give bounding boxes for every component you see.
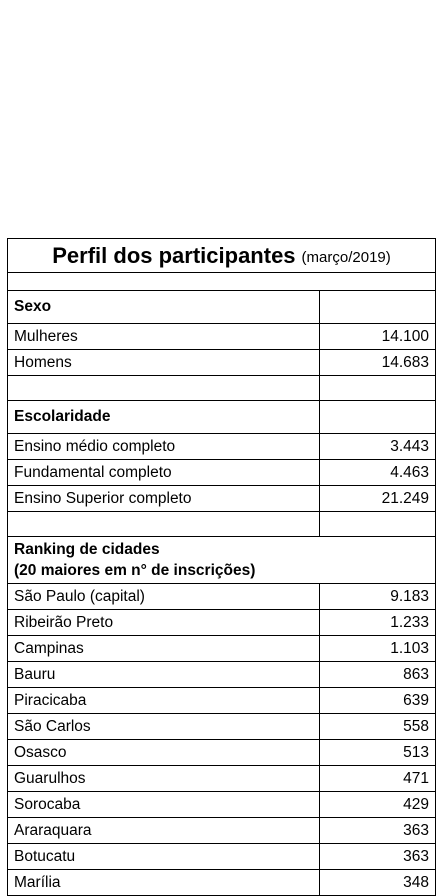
row-value: 14.100	[381, 327, 429, 345]
empty-cell	[8, 376, 320, 400]
table-title-date: (março/2019)	[301, 249, 391, 266]
row-label: Ensino médio completo	[8, 434, 320, 459]
row-value: 14.683	[381, 353, 429, 371]
table-title	[8, 239, 435, 273]
ranking-heading-line1: Ranking de cidades	[14, 541, 160, 558]
row-value: 363	[403, 847, 429, 865]
row-label: Bauru	[8, 662, 320, 687]
table-row	[8, 844, 435, 870]
row-value: 471	[403, 769, 429, 787]
row-value: 1.233	[390, 613, 429, 631]
row-value: 4.463	[390, 463, 429, 481]
row-label: Piracicaba	[8, 688, 320, 713]
spacer-row	[8, 512, 435, 537]
row-label: Osasco	[8, 740, 320, 765]
row-label: Guarulhos	[8, 766, 320, 791]
row-label: Ensino Superior completo	[8, 486, 320, 511]
row-label: Mulheres	[8, 324, 320, 349]
row-label: Homens	[8, 350, 320, 375]
table-row	[8, 740, 435, 766]
table-title-main: Perfil dos participantes	[52, 242, 296, 268]
participants-profile-table	[7, 238, 436, 896]
row-label: Araraquara	[8, 818, 320, 843]
table-row	[8, 324, 435, 350]
row-label: Fundamental completo	[8, 460, 320, 485]
empty-cell	[320, 512, 435, 536]
row-label: Botucatu	[8, 844, 320, 869]
row-value: 3.443	[390, 437, 429, 455]
row-label: São Carlos	[8, 714, 320, 739]
row-value: 639	[403, 691, 429, 709]
row-value: 348	[403, 873, 429, 891]
table-row	[8, 818, 435, 844]
row-label: Sorocaba	[8, 792, 320, 817]
row-value: 429	[403, 795, 429, 813]
empty-cell	[320, 376, 435, 400]
table-row	[8, 662, 435, 688]
row-label: Marília	[8, 870, 320, 895]
table-row	[8, 688, 435, 714]
table-row	[8, 792, 435, 818]
row-value: 558	[403, 717, 429, 735]
empty-cell	[8, 512, 320, 536]
row-value: 363	[403, 821, 429, 839]
table-row	[8, 584, 435, 610]
table-row	[8, 766, 435, 792]
table-row	[8, 460, 435, 486]
table-row	[8, 870, 435, 896]
empty-cell	[320, 401, 435, 433]
section-header-sexo	[8, 291, 435, 324]
row-label: Ribeirão Preto	[8, 610, 320, 635]
ranking-heading-line2: (20 maiores em n° de inscrições)	[14, 562, 256, 579]
section-header-ranking	[8, 537, 435, 584]
table-row	[8, 486, 435, 512]
empty-cell	[320, 291, 435, 323]
row-label: Campinas	[8, 636, 320, 661]
row-value: 9.183	[390, 587, 429, 605]
section-heading: Escolaridade	[8, 401, 320, 433]
row-value: 1.103	[390, 639, 429, 657]
table-row	[8, 636, 435, 662]
row-value: 863	[403, 665, 429, 683]
spacer-row	[8, 376, 435, 401]
table-row	[8, 434, 435, 460]
section-heading: Sexo	[8, 291, 320, 323]
table-row	[8, 350, 435, 376]
row-value: 21.249	[381, 489, 429, 507]
table-row	[8, 714, 435, 740]
row-label: São Paulo (capital)	[8, 584, 320, 609]
table-row	[8, 610, 435, 636]
row-value: 513	[403, 743, 429, 761]
spacer-row	[8, 273, 435, 291]
section-header-escolaridade	[8, 401, 435, 434]
